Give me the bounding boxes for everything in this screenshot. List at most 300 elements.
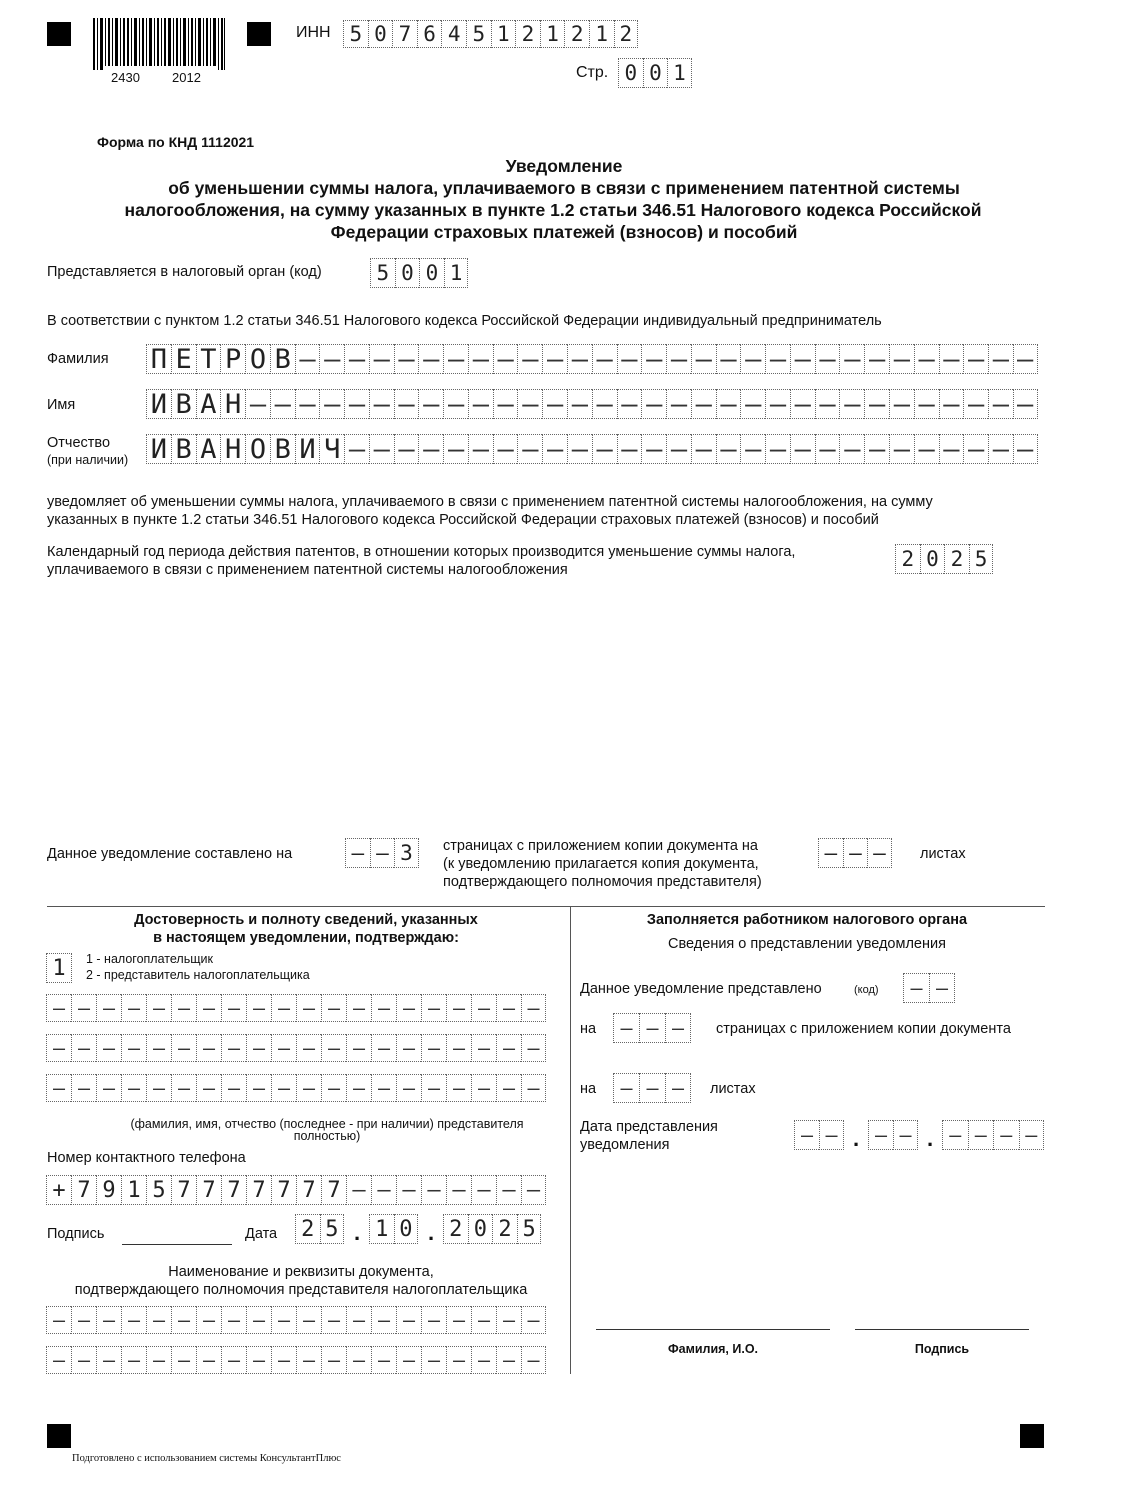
empty-cell: – — [471, 1306, 496, 1334]
submission-date-month-field[interactable] — [868, 1120, 918, 1150]
pages-count-field[interactable] — [345, 838, 419, 868]
char-cell: 2 — [944, 544, 969, 574]
empty-cell: – — [96, 994, 121, 1022]
submission-date-separator-1: . — [852, 1126, 860, 1151]
char-cell: 0 — [395, 258, 420, 288]
char-cell: 1 — [369, 1214, 394, 1244]
tax-authority-code-field[interactable] — [370, 258, 468, 288]
empty-cell: – — [396, 994, 421, 1022]
empty-cell: – — [666, 389, 691, 419]
year-label-line-2: уплачиваемого в связи с применением патентной системы налогообложения — [47, 562, 568, 578]
empty-cell: – — [146, 1074, 171, 1102]
on-label-pages: на — [580, 1021, 597, 1037]
code-note: (код) — [854, 984, 879, 996]
empty-cell: – — [914, 434, 939, 464]
empty-cell: – — [321, 1306, 346, 1334]
representative-caption-line-2: полностью) — [293, 1129, 361, 1143]
empty-cell: – — [196, 1074, 221, 1102]
empty-cell: – — [542, 389, 567, 419]
empty-cell: – — [889, 344, 914, 374]
char-cell: 5 — [146, 1175, 171, 1205]
char-cell: 5 — [370, 258, 395, 288]
empty-cell: – — [196, 1306, 221, 1334]
empty-cell: – — [716, 344, 741, 374]
empty-cell: – — [146, 994, 171, 1022]
empty-cell: – — [418, 389, 443, 419]
document-title-line-1: Уведомление — [505, 156, 623, 176]
char-cell: – — [818, 838, 843, 868]
empty-cell: – — [617, 389, 642, 419]
empty-cell: – — [471, 994, 496, 1022]
char-cell: 2 — [295, 1214, 320, 1244]
officer-sheets-field[interactable] — [613, 1073, 691, 1103]
empty-cell: – — [319, 344, 344, 374]
empty-cell: – — [271, 1074, 296, 1102]
char-cell: О — [245, 434, 270, 464]
empty-cell: – — [641, 344, 666, 374]
empty-cell: – — [446, 1175, 471, 1205]
empty-cell: – — [929, 973, 955, 1003]
empty-cell: – — [96, 1346, 121, 1374]
char-cell: 3 — [394, 838, 419, 868]
char-cell: – — [370, 838, 395, 868]
char-cell: 4 — [441, 20, 466, 48]
empty-cell: – — [468, 389, 493, 419]
empty-cell: – — [171, 994, 196, 1022]
char-cell: И — [146, 389, 171, 419]
footer-note: Подготовлено с использованием системы КонсультантПлюс — [72, 1453, 341, 1464]
page-number-field[interactable] — [618, 58, 692, 88]
empty-cell: – — [443, 344, 468, 374]
empty-cell: – — [171, 1074, 196, 1102]
empty-cell: – — [369, 434, 394, 464]
date-month-field[interactable] — [369, 1214, 418, 1244]
inn-field[interactable] — [343, 20, 638, 48]
empty-cell: – — [765, 344, 790, 374]
empty-cell: – — [592, 389, 617, 419]
empty-cell: – — [271, 994, 296, 1022]
empty-cell: – — [446, 1034, 471, 1062]
document-title-line-2: об уменьшении суммы налога, уплачиваемого в связи с применением патентной системы — [168, 178, 960, 198]
phone-field[interactable] — [46, 1175, 546, 1205]
empty-cell: – — [740, 434, 765, 464]
char-cell: 6 — [417, 20, 442, 48]
char-cell: 0 — [643, 58, 668, 88]
char-cell: 2 — [515, 20, 540, 48]
empty-cell: – — [446, 1074, 471, 1102]
char-cell: 0 — [368, 20, 393, 48]
empty-cell: – — [369, 344, 394, 374]
char-cell: 2 — [614, 20, 639, 48]
empty-cell: – — [740, 344, 765, 374]
char-cell: 7 — [71, 1175, 96, 1205]
empty-cell: – — [196, 994, 221, 1022]
empty-cell: – — [321, 1074, 346, 1102]
char-cell: Ч — [319, 434, 344, 464]
empty-cell: – — [96, 1306, 121, 1334]
signature-line[interactable] — [122, 1244, 232, 1245]
char-cell: 5 — [343, 20, 368, 48]
char-cell: И — [146, 434, 171, 464]
empty-cell: – — [121, 1306, 146, 1334]
empty-cell: – — [893, 1120, 918, 1150]
empty-cell: – — [468, 344, 493, 374]
empty-cell: – — [765, 434, 790, 464]
empty-cell: – — [471, 1034, 496, 1062]
empty-cell: – — [864, 344, 889, 374]
empty-cell: – — [521, 1346, 546, 1374]
empty-cell: – — [903, 973, 929, 1003]
signer-option-2: 2 - представитель налогоплательщика — [86, 968, 310, 982]
char-cell: 5 — [320, 1214, 345, 1244]
empty-cell: – — [396, 1346, 421, 1374]
empty-cell: – — [942, 1120, 968, 1150]
empty-cell: – — [96, 1034, 121, 1062]
empty-cell: – — [221, 1034, 246, 1062]
empty-cell: – — [46, 994, 71, 1022]
char-cell: – — [345, 838, 370, 868]
empty-cell: – — [939, 389, 964, 419]
empty-cell: – — [790, 344, 815, 374]
empty-cell: – — [146, 1346, 171, 1374]
on-label-sheets: на — [580, 1081, 597, 1097]
char-cell: В — [171, 389, 196, 419]
empty-cell: – — [296, 1034, 321, 1062]
empty-cell: – — [394, 344, 419, 374]
empty-cell: – — [567, 389, 592, 419]
tax-authority-label: Представляется в налоговый орган (код) — [47, 264, 322, 280]
char-cell: – — [867, 838, 892, 868]
empty-cell: – — [221, 994, 246, 1022]
empty-cell: – — [1013, 344, 1038, 374]
empty-cell: – — [889, 434, 914, 464]
empty-cell: – — [394, 434, 419, 464]
empty-cell: – — [121, 1034, 146, 1062]
empty-cell: – — [1013, 389, 1038, 419]
empty-cell: – — [521, 1306, 546, 1334]
empty-cell: – — [790, 434, 815, 464]
empty-cell: – — [295, 344, 320, 374]
empty-cell: – — [319, 389, 344, 419]
tax-officer-heading: Заполняется работником налогового органа — [646, 912, 968, 928]
empty-cell: – — [471, 1346, 496, 1374]
empty-cell: – — [542, 434, 567, 464]
empty-cell: – — [496, 1346, 521, 1374]
empty-cell: – — [346, 1346, 371, 1374]
char-cell: Е — [171, 344, 196, 374]
year-field[interactable] — [895, 544, 993, 574]
empty-cell: – — [1013, 434, 1038, 464]
empty-cell: – — [815, 344, 840, 374]
char-cell: 7 — [321, 1175, 346, 1205]
inn-label: ИНН — [296, 24, 331, 41]
char-cell: 5 — [517, 1214, 542, 1244]
empty-cell: – — [963, 434, 988, 464]
empty-cell: – — [246, 1346, 271, 1374]
patronymic-field[interactable] — [146, 434, 1038, 464]
pages-text-line-1: страницах с приложением копии документа на — [443, 838, 758, 854]
empty-cell: – — [864, 389, 889, 419]
empty-cell: – — [517, 344, 542, 374]
char-cell: 5 — [969, 544, 994, 574]
empty-cell: – — [71, 994, 96, 1022]
corner-marker-bottom-right — [1020, 1424, 1044, 1448]
date-year-field[interactable] — [443, 1214, 541, 1244]
empty-cell: – — [613, 1013, 639, 1043]
sheets-count-field[interactable] — [818, 838, 892, 868]
empty-cell: – — [71, 1034, 96, 1062]
signer-option-1: 1 - налогоплательщик — [86, 952, 213, 966]
empty-cell: – — [371, 1346, 396, 1374]
empty-cell: – — [296, 994, 321, 1022]
patronymic-label: Отчество — [47, 435, 111, 451]
empty-cell: – — [346, 1074, 371, 1102]
empty-cell: – — [968, 1120, 994, 1150]
empty-cell: – — [371, 1074, 396, 1102]
barcode-number-left: 2430 — [111, 70, 140, 85]
empty-cell: – — [346, 1175, 371, 1205]
surname-label: Фамилия — [47, 351, 109, 367]
char-cell: 7 — [392, 20, 417, 48]
submission-date-year-field[interactable] — [942, 1120, 1044, 1150]
page-label: Стр. — [576, 64, 609, 81]
representative-name-row-2[interactable] — [46, 1034, 546, 1062]
confirm-heading-line-1: Достоверность и полноту сведений, указанных — [134, 912, 478, 928]
date-separator-2: . — [427, 1220, 435, 1245]
empty-cell: – — [321, 1034, 346, 1062]
empty-cell: – — [496, 1034, 521, 1062]
empty-cell: – — [295, 389, 320, 419]
empty-cell: – — [988, 389, 1013, 419]
presented-label: Данное уведомление представлено — [580, 981, 822, 997]
empty-cell: – — [521, 1034, 546, 1062]
empty-cell: – — [1019, 1120, 1045, 1150]
notice-text-line-1: уведомляет об уменьшении суммы налога, уплачиваемого в связи с применением патентной системы налогообложения, на сумму — [47, 494, 933, 510]
empty-cell: – — [496, 1175, 521, 1205]
char-cell: Р — [220, 344, 245, 374]
char-cell: 1 — [540, 20, 565, 48]
empty-cell: – — [396, 1074, 421, 1102]
empty-cell: – — [493, 389, 518, 419]
empty-cell: – — [121, 1346, 146, 1374]
empty-cell: – — [839, 434, 864, 464]
empty-cell: – — [321, 1346, 346, 1374]
empty-cell: – — [196, 1346, 221, 1374]
empty-cell: – — [421, 994, 446, 1022]
barcode-number-right: 2012 — [172, 70, 201, 85]
empty-cell: – — [864, 434, 889, 464]
empty-cell: – — [421, 1034, 446, 1062]
char-cell: Н — [220, 434, 245, 464]
char-cell: И — [295, 434, 320, 464]
char-cell: 0 — [419, 258, 444, 288]
empty-cell: – — [221, 1306, 246, 1334]
submission-date-label-line-2: уведомления — [580, 1137, 670, 1153]
document-title-line-3: налогообложения, на сумму указанных в пункте 1.2 статьи 346.51 Налогового кодекса Российской — [124, 200, 982, 220]
char-cell: О — [245, 344, 270, 374]
date-day-field[interactable] — [295, 1214, 344, 1244]
char-cell: 1 — [444, 258, 469, 288]
date-separator-1: . — [353, 1220, 361, 1245]
empty-cell: – — [765, 389, 790, 419]
empty-cell: – — [418, 434, 443, 464]
empty-cell: – — [221, 1346, 246, 1374]
char-cell: Т — [196, 344, 221, 374]
empty-cell: – — [839, 389, 864, 419]
empty-cell: – — [567, 344, 592, 374]
presented-code-field[interactable] — [903, 973, 955, 1003]
empty-cell: – — [471, 1074, 496, 1102]
empty-cell: – — [468, 434, 493, 464]
officer-pages-field[interactable] — [613, 1013, 691, 1043]
empty-cell: – — [496, 994, 521, 1022]
char-cell: 1 — [491, 20, 516, 48]
empty-cell: – — [443, 389, 468, 419]
empty-cell: – — [146, 1034, 171, 1062]
officer-fio-line[interactable] — [596, 1329, 830, 1330]
phone-label: Номер контактного телефона — [47, 1150, 246, 1166]
empty-cell: – — [988, 344, 1013, 374]
empty-cell: – — [639, 1013, 665, 1043]
authority-doc-row-1[interactable] — [46, 1306, 546, 1334]
char-cell: 7 — [246, 1175, 271, 1205]
char-cell: В — [171, 434, 196, 464]
char-cell: В — [270, 434, 295, 464]
empty-cell: – — [517, 434, 542, 464]
empty-cell: – — [371, 1175, 396, 1205]
empty-cell: – — [146, 1306, 171, 1334]
char-cell: 1 — [667, 58, 692, 88]
name-field[interactable] — [146, 389, 1038, 419]
empty-cell: – — [496, 1306, 521, 1334]
confirm-heading-line-2: в настоящем уведомлении, подтверждаю: — [153, 930, 459, 946]
char-cell: 1 — [121, 1175, 146, 1205]
char-cell: – — [843, 838, 868, 868]
notice-text-line-2: указанных в пункте 1.2 статьи 346.51 Налогового кодекса Российской Федерации страховых платежей (взносов) и пособий — [47, 512, 879, 528]
empty-cell: – — [271, 1034, 296, 1062]
representative-name-row-1[interactable] — [46, 994, 546, 1022]
signer-code-field[interactable] — [46, 953, 72, 983]
empty-cell: – — [246, 1074, 271, 1102]
section-divider-horizontal — [47, 906, 1045, 907]
char-cell: 0 — [394, 1214, 419, 1244]
surname-field[interactable] — [146, 344, 1038, 374]
empty-cell: – — [914, 344, 939, 374]
char-cell: 9 — [96, 1175, 121, 1205]
authority-doc-heading-line-1: Наименование и реквизиты документа, — [168, 1264, 434, 1280]
empty-cell: – — [493, 434, 518, 464]
authority-doc-row-2[interactable] — [46, 1346, 546, 1374]
empty-cell: – — [71, 1074, 96, 1102]
char-cell: 7 — [221, 1175, 246, 1205]
empty-cell: – — [963, 344, 988, 374]
empty-cell: – — [963, 389, 988, 419]
submission-date-day-field[interactable] — [794, 1120, 844, 1150]
representative-name-row-3[interactable] — [46, 1074, 546, 1102]
empty-cell: – — [446, 1306, 471, 1334]
empty-cell: – — [639, 1073, 665, 1103]
empty-cell: – — [421, 1074, 446, 1102]
empty-cell: – — [96, 1074, 121, 1102]
empty-cell: – — [396, 1034, 421, 1062]
empty-cell: – — [665, 1073, 691, 1103]
empty-cell: – — [421, 1346, 446, 1374]
empty-cell: – — [46, 1074, 71, 1102]
empty-cell: – — [270, 389, 295, 419]
empty-cell: – — [246, 994, 271, 1022]
corner-marker-bottom-left — [47, 1424, 71, 1448]
empty-cell: – — [521, 994, 546, 1022]
officer-sign-line[interactable] — [855, 1329, 1029, 1330]
empty-cell: – — [121, 1074, 146, 1102]
empty-cell: – — [446, 994, 471, 1022]
empty-cell: – — [868, 1120, 893, 1150]
empty-cell: – — [815, 434, 840, 464]
empty-cell: – — [914, 389, 939, 419]
empty-cell: – — [344, 344, 369, 374]
representative-caption-line-1: (фамилия, имя, отчество (последнее - при наличии) представителя — [130, 1117, 524, 1131]
empty-cell: – — [641, 434, 666, 464]
pages-text-line-2: (к уведомлению прилагается копия документа, — [443, 856, 759, 872]
char-cell: 1 — [46, 953, 72, 983]
form-code: Форма по КНД 1112021 — [97, 134, 255, 150]
empty-cell: – — [939, 434, 964, 464]
char-cell: В — [270, 344, 295, 374]
corner-marker-top-right — [247, 22, 271, 46]
empty-cell: – — [521, 1175, 546, 1205]
empty-cell: – — [567, 434, 592, 464]
char-cell: 2 — [564, 20, 589, 48]
char-cell: 2 — [443, 1214, 468, 1244]
empty-cell: – — [716, 434, 741, 464]
pages-text-line-3: подтверждающего полномочия представителя) — [443, 874, 762, 890]
empty-cell: – — [196, 1034, 221, 1062]
barcode-icon — [92, 18, 226, 70]
empty-cell: – — [617, 434, 642, 464]
empty-cell: – — [171, 1306, 196, 1334]
sheets-label: листах — [920, 846, 966, 862]
char-cell: 2 — [895, 544, 920, 574]
pages-label: Данное уведомление составлено на — [47, 846, 293, 862]
empty-cell: – — [815, 389, 840, 419]
empty-cell: – — [542, 344, 567, 374]
empty-cell: – — [246, 1306, 271, 1334]
empty-cell: – — [666, 434, 691, 464]
empty-cell: – — [988, 434, 1013, 464]
char-cell: + — [46, 1175, 71, 1205]
empty-cell: – — [221, 1074, 246, 1102]
signature-label: Подпись — [47, 1226, 105, 1242]
empty-cell: – — [371, 994, 396, 1022]
char-cell: 2 — [492, 1214, 517, 1244]
empty-cell: – — [716, 389, 741, 419]
empty-cell: – — [613, 1073, 639, 1103]
empty-cell: – — [794, 1120, 819, 1150]
submission-info-subheading: Сведения о представлении уведомления — [668, 936, 946, 952]
empty-cell: – — [71, 1306, 96, 1334]
char-cell: 7 — [171, 1175, 196, 1205]
name-label: Имя — [47, 397, 76, 413]
corner-marker-top-left — [47, 22, 71, 46]
authority-doc-heading-line-2: подтверждающего полномочия представителя налогоплательщика — [74, 1282, 528, 1298]
empty-cell: – — [521, 1074, 546, 1102]
empty-cell: – — [446, 1346, 471, 1374]
empty-cell: – — [819, 1120, 844, 1150]
empty-cell: – — [418, 344, 443, 374]
char-cell: А — [196, 434, 221, 464]
empty-cell: – — [344, 434, 369, 464]
empty-cell: – — [665, 1013, 691, 1043]
